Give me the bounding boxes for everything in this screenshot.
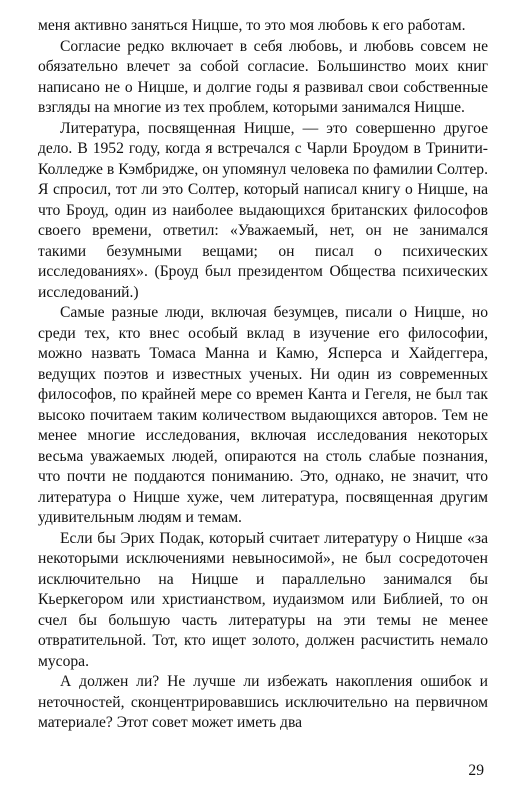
body-text <box>38 16 488 734</box>
paragraph: Если бы Эрих Подак, который считает литературу о Ницше «за некоторыми исключениями невыносимой», не был сосредоточен исключительно на Ницше и параллельно занимался бы Кьеркегором или христианством, иудаизмом или Библией, то он счел бы большую часть литературы на эти темы не менее отвратительной. Тот, кто ищет золото, должен расчистить немало мусора. <box>38 529 488 670</box>
paragraph: Согласие редко включает в себя любовь, и любовь совсем не обязательно влечет за собой согласие. Большинство моих книг написано не о Ницше, и долгие годы я развивал свои собственные взгляды на многие из тех проблем, которыми занимался Ницше. <box>38 37 488 116</box>
paragraph: А должен ли? Не лучше ли избежать накопления ошибок и неточностей, сконцентрировавшись исключительно на первичном материале? Этот совет может иметь два <box>38 673 488 731</box>
paragraph: Литература, посвященная Ницше, — это совершенно другое дело. В 1952 году, когда я встречался с Чарли Броудом в Тринити-Колледже в Кэмбридже, он упомянул человека по фамилии Солтер. Я спросил, тот ли это Солтер, который написал книгу о Ницше, на что Броуд, один из наиболее выдающихся британских философов своего времени, ответил: «Уважаемый, нет, он не занимался такими безумными вещами; он писал о психических исследованиях». (Броуд был президентом Общества психических исследований.) <box>38 119 488 301</box>
page-number: 29 <box>468 762 484 779</box>
paragraph: Самые разные люди, включая безумцев, писали о Ницше, но среди тех, кто внес особый вклад в изучение его философии, можно назвать Томаса Манна и Камю, Ясперса и Хайдеггера, ведущих поэтов и известных ученых. Ни один из современных философов, по крайней мере со времен Канта и Гегеля, не был так высоко почитаем таким количеством выдающихся авторов. Тем не менее многие исследования, включая исследования некоторых весьма уважаемых людей, опираются на столь слабые познания, что почти не поддаются пониманию. Это, однако, не значит, что литература о Ницше хуже, чем литература, посвященная другим удивительным людям и темам. <box>38 304 488 526</box>
paragraph-continuation: меня активно заняться Ницше, то это моя любовь к его работам. <box>38 17 466 34</box>
